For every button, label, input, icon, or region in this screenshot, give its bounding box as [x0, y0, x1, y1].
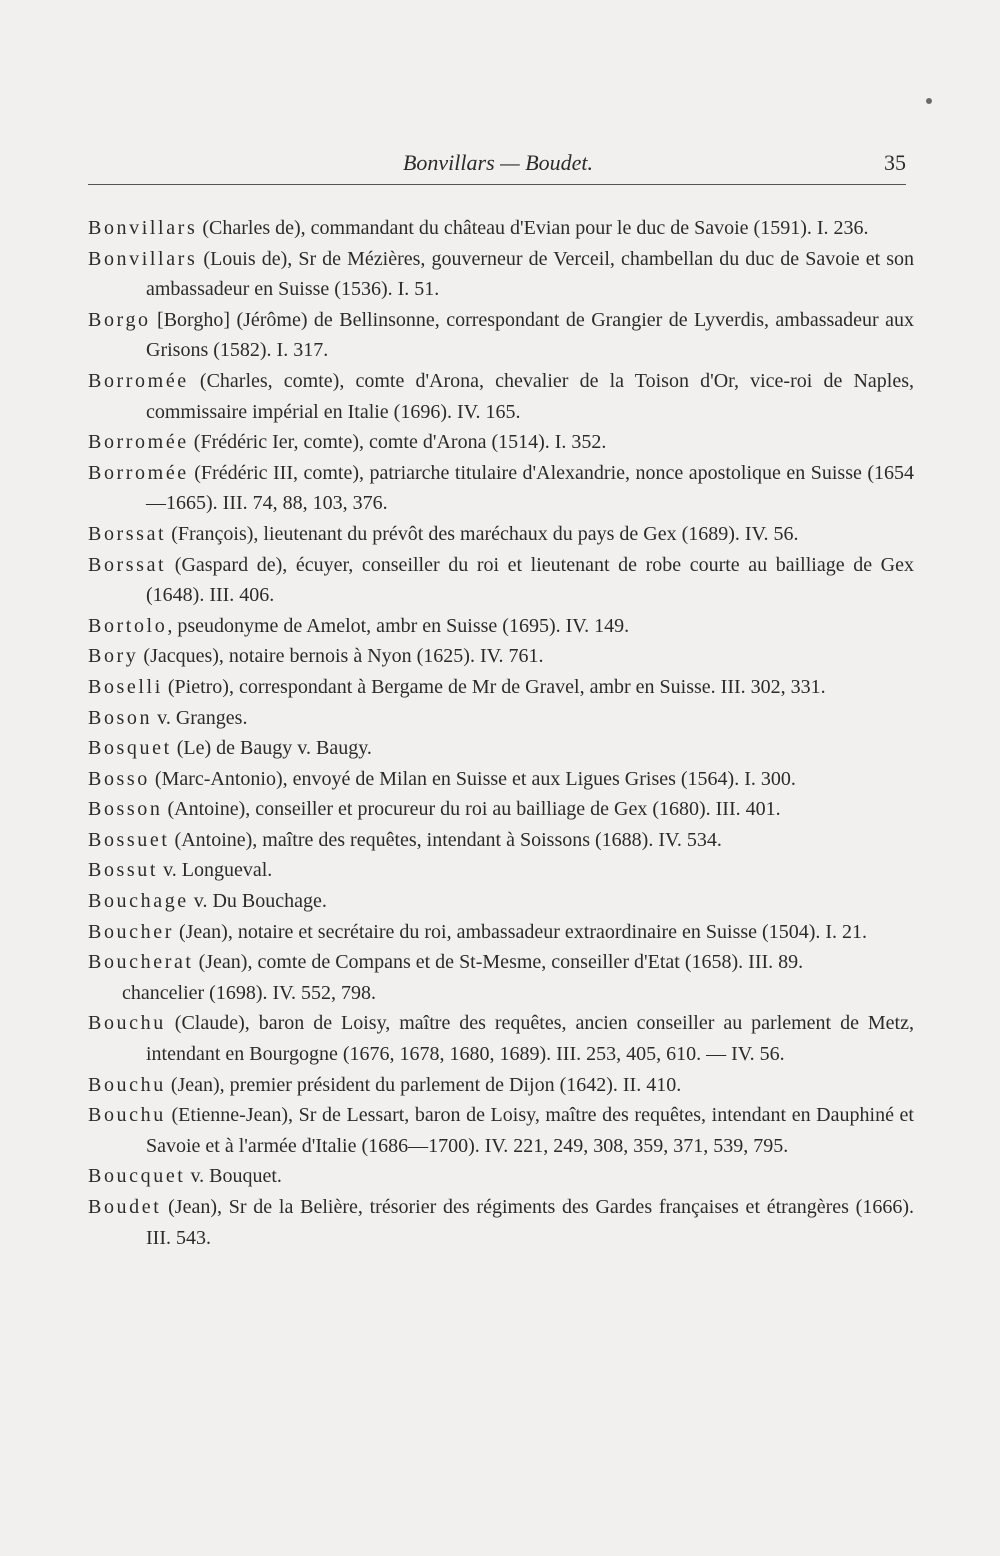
entry-name: Bosso [88, 767, 150, 790]
entry-text: (Frédéric Ier, comte), comte d'Arona (1514). I. 352. [188, 431, 607, 454]
entry-name: Borromée [88, 431, 189, 454]
entry-name: Boucquet [88, 1165, 186, 1188]
page-header [88, 150, 908, 186]
index-entry [88, 886, 914, 917]
index-entry [88, 244, 914, 305]
entry-name: Bosson [88, 798, 163, 821]
entry-text: (Gaspard de), écuyer, conseiller du roi et lieutenant de robe courte au bailliage de Gex (1648). III. 406. [146, 553, 914, 607]
index-entry [88, 550, 914, 611]
index-entry [88, 917, 914, 948]
page-number: 35 [884, 150, 906, 175]
entry-name: Bonvillars [88, 247, 198, 270]
index-entry [88, 1070, 914, 1101]
entry-text: chancelier (1698). IV. 552, 798. [122, 981, 377, 1004]
entry-text: (Antoine), maître des requêtes, intendant à Soissons (1688). IV. 534. [169, 828, 722, 851]
index-entries [88, 213, 914, 1253]
entry-name: Bosquet [88, 737, 172, 760]
index-entry [88, 947, 914, 978]
entry-name: Bortolo [88, 614, 168, 637]
entry-name: Boselli [88, 675, 163, 698]
entry-text: , pseudonyme de Amelot, ambr en Suisse (1695). IV. 149. [167, 614, 630, 637]
entry-name: Boson [88, 706, 153, 729]
entry-text: v. Granges. [152, 706, 248, 729]
index-entry [88, 733, 914, 764]
ink-speck [926, 98, 932, 104]
entry-name: Borssat [88, 522, 167, 545]
entry-name: Boucherat [88, 951, 194, 974]
index-entry [88, 213, 914, 244]
entry-text: (Claude), baron de Loisy, maître des requêtes, ancien conseiller au parlement de Metz, intendant en Bourgogne (1676, 1678, 1680, 1689). III. 253, 405, 610. — IV. 56. [146, 1012, 914, 1066]
entry-text: (Jean), comte de Compans et de St-Mesme, conseiller d'Etat (1658). III. 89. [193, 951, 804, 974]
entry-text: (Charles, comte), comte d'Arona, chevalier de la Toison d'Or, vice-roi de Naples, commissaire impérial en Italie (1696). IV. 165. [146, 369, 914, 423]
entry-name: Bonvillars [88, 217, 198, 239]
index-entry [88, 366, 914, 427]
entry-text: (Le) de Baugy v. Baugy. [171, 737, 372, 760]
header-rule [88, 184, 906, 185]
entry-text: (Jean), notaire et secrétaire du roi, ambassadeur extraordinaire en Suisse (1504). I. 21. [173, 920, 868, 943]
index-entry [88, 1161, 914, 1192]
entry-text: v. Bouquet. [185, 1165, 282, 1188]
index-entry [88, 305, 914, 366]
index-entry [88, 427, 914, 458]
index-entry [88, 1100, 914, 1161]
entry-name: Bouchu [88, 1104, 166, 1127]
entry-text: (Charles de), commandant du château d'Evian pour le duc de Savoie (1591). I. 236. [197, 217, 869, 239]
index-entry [88, 519, 914, 550]
entry-name: Bossut [88, 859, 159, 882]
entry-name: Boucher [88, 920, 174, 943]
index-entry [88, 458, 914, 519]
entry-name: Bouchu [88, 1073, 166, 1096]
index-entry [88, 855, 914, 886]
entry-name: Boudet [88, 1196, 162, 1218]
index-entry [88, 611, 914, 642]
index-entry [88, 703, 914, 734]
entry-name: Bossuet [88, 828, 170, 851]
index-entry-continuation [88, 978, 914, 1009]
entry-text: (Frédéric III, comte), patriarche titulaire d'Alexandrie, nonce apostolique en Suisse (1654—1665). III. 74, 88, 103, 376. [146, 461, 914, 515]
index-entry [88, 1192, 914, 1253]
entry-name: Borgo [88, 308, 151, 331]
entry-text: [Borgho] (Jérôme) de Bellinsonne, correspondant de Grangier de Lyverdis, ambassadeur aux Grisons (1582). I. 317. [146, 308, 914, 362]
index-entry [88, 794, 914, 825]
entry-text: v. Longueval. [158, 859, 273, 882]
entry-text: (Pietro), correspondant à Bergame de Mr de Gravel, ambr en Suisse. III. 302, 331. [162, 675, 826, 698]
entry-text: (Jacques), notaire bernois à Nyon (1625). IV. 761. [138, 645, 544, 668]
entry-text: (Antoine), conseiller et procureur du roi au bailliage de Gex (1680). III. 401. [162, 798, 781, 821]
index-entry [88, 1008, 914, 1069]
entry-name: Bouchu [88, 1012, 166, 1035]
entry-text: (François), lieutenant du prévôt des maréchaux du pays de Gex (1689). IV. 56. [166, 522, 799, 545]
entry-name: Borssat [88, 553, 167, 576]
entry-name: Borromée [88, 369, 189, 392]
entry-text: (Marc-Antonio), envoyé de Milan en Suisse et aux Ligues Grises (1564). I. 300. [149, 767, 796, 790]
entry-name: Bouchage [88, 890, 189, 913]
entry-text: (Etienne-Jean), Sr de Lessart, baron de Loisy, maître des requêtes, intendant en Dauphiné et Savoie et à l'armée d'Italie (1686—1700). IV. 221, 249, 308, 359, 371, 539, 795. [146, 1104, 914, 1157]
entry-text: (Jean), Sr de la Belière, trésorier des régiments des Gardes françaises et étrangères (1666). III. 543. [146, 1196, 914, 1249]
index-entry [88, 825, 914, 856]
running-title: Bonvillars — Boudet. [402, 150, 594, 175]
entry-name: Borromée [88, 461, 189, 484]
entry-text: (Louis de), Sr de Mézières, gouverneur de Verceil, chambellan du duc de Savoie et son ambassadeur en Suisse (1536). I. 51. [146, 247, 914, 301]
entry-text: (Jean), premier président du parlement de Dijon (1642). II. 410. [165, 1073, 682, 1096]
index-entry [88, 641, 914, 672]
entry-name: Bory [88, 645, 139, 668]
index-entry [88, 764, 914, 795]
index-entry [88, 672, 914, 703]
entry-text: v. Du Bouchage. [188, 890, 327, 913]
